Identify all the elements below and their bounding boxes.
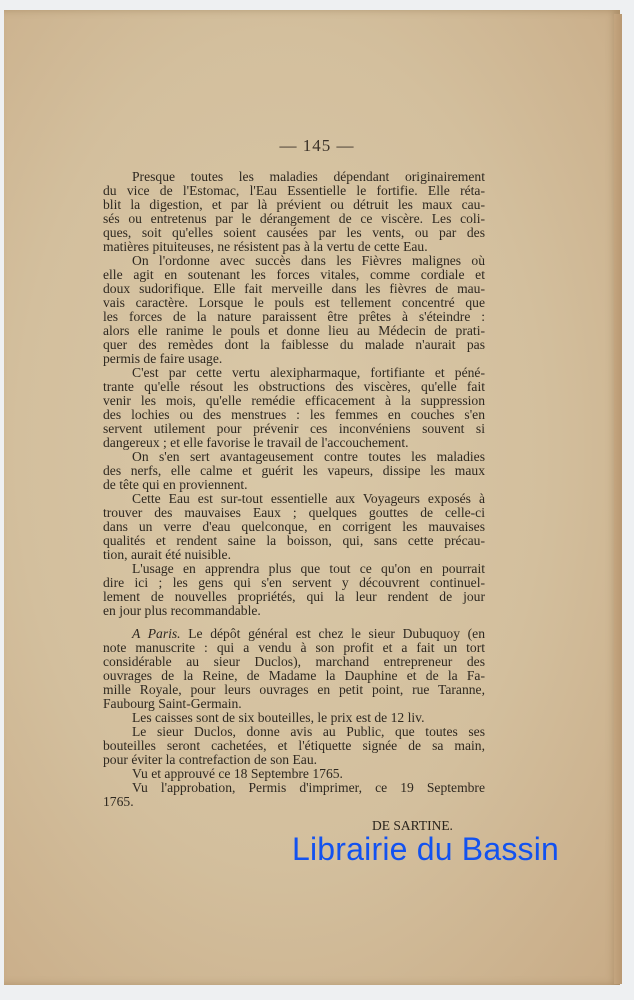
text-line: note manuscrite : qui a vendu à son profit et a fait un tort — [103, 640, 485, 655]
text-line: venir les mois, qu'elle remédie efficacement à la suppression — [103, 393, 485, 408]
notice-text — [103, 627, 485, 809]
text-line: servent utilement pour prévenir ces inconvéniens souvent si — [103, 421, 485, 436]
text-line — [103, 627, 485, 641]
text-line: Presque toutes les maladies dépendant originairement — [132, 169, 485, 184]
text-line: Les caisses sont de six bouteilles, le prix est de 12 liv. — [132, 710, 425, 725]
text-line: dans un verre d'eau quelconque, en corrigent les mauvaises — [103, 519, 485, 534]
page-edge — [614, 14, 622, 984]
text-line: doux sudorifique. Elle fait merveille dans les fièvres de mau- — [103, 281, 485, 296]
text-line: On l'ordonne avec succès dans les Fièvres malignes où — [132, 253, 485, 268]
text-line: ouvrages de la Reine, de Madame la Dauphine et de la Fa- — [103, 668, 485, 683]
text-line: tion, aurait été nuisible. — [103, 547, 231, 562]
text-line: du vice de l'Estomac, l'Eau Essentielle le fortifie. Elle réta- — [103, 183, 485, 198]
text-line: trante qu'elle résout les obstructions des viscères, qu'elle fait — [103, 379, 485, 394]
text-line: Vu et approuvé ce 18 Septembre 1765. — [132, 766, 343, 781]
text-line: pour éviter la contrefaction de son Eau. — [103, 752, 318, 767]
text-line: On s'en sert avantageusement contre toutes les maladies — [132, 449, 485, 464]
text-line: des lochies ou des menstrues : les femmes en couches s'en — [103, 407, 485, 422]
text-line: Vu l'approbation, Permis d'imprimer, ce 19 Septembre — [132, 780, 485, 795]
text-line: considérable au sieur Duclos), marchand entrepreneur des — [103, 654, 485, 669]
text-line: les forces de la nature paraissent être prêtes à s'éteindre : — [103, 309, 485, 324]
text-line: des nerfs, elle calme et guérit les vapeurs, dissipe les maux — [103, 463, 485, 478]
text-line: dangereux ; et elle favorise le travail de l'accouchement. — [103, 435, 409, 450]
page-number: — 145 — — [279, 136, 355, 155]
text-line: vais caractère. Lorsque le pouls est tellement concentré que — [103, 295, 485, 310]
text-line: alors elle ranime le pouls et donne lieu au Médecin de prati- — [103, 323, 485, 338]
text-line: en jour plus recommandable. — [103, 603, 261, 618]
text-line: blit la digestion, et par là prévient ou détruit les maux cau- — [103, 197, 485, 212]
main-text — [103, 170, 485, 618]
text-line: lement de nouvelles propriétés, qui la leur rendent de jour — [103, 589, 485, 604]
text-line: elle agit en soutenant les forces vitales, comme cordiale et — [103, 267, 485, 282]
text-line: quer des remèdes dont la faiblesse du malade n'aurait pas — [103, 337, 485, 352]
place-name: A Paris. — [132, 626, 181, 641]
text-line: C'est par cette vertu alexipharmaque, fortifiante et péné- — [132, 365, 485, 380]
text-line: ques, soit qu'elles soient causées par les vents, ou par des — [103, 225, 485, 240]
text-line: permis de faire usage. — [103, 351, 223, 366]
text-line: Faubourg Saint-Germain. — [103, 696, 242, 711]
line-text: Le dépôt général est chez le sieur Dubuquoy (en — [180, 626, 486, 641]
text-line: Le sieur Duclos, donne avis au Public, que toutes ses — [132, 724, 485, 739]
signature: DE SARTINE. — [372, 818, 453, 833]
text-line: trouver des mauvaises Eaux ; quelques gouttes de celle-ci — [103, 505, 485, 520]
text-line: bouteilles seront cachetées, et l'étiquette signée de sa main, — [103, 738, 485, 753]
text-line: Cette Eau est sur-tout essentielle aux Voyageurs exposés à — [132, 491, 485, 506]
text-line: 1765. — [103, 794, 134, 809]
text-line: de tête qui en proviennent. — [103, 477, 248, 492]
text-line: sés ou entretenus par le dérangement de ce viscère. Les coli- — [103, 211, 485, 226]
text-line: qualités et rendent saine la boisson, qui, sans cette précau- — [103, 533, 485, 548]
text-line: L'usage en apprendra plus que tout ce qu'on en pourrait — [132, 561, 485, 576]
text-line: mille Royale, pour leurs ouvrages en petit point, rue Taranne, — [103, 682, 485, 697]
text-line: dire ici ; les gens qui s'en servent y découvrent continuel- — [103, 575, 485, 590]
text-line: matières pituiteuses, ne résistent pas à la vertu de cette Eau. — [103, 239, 428, 254]
watermark: Librairie du Bassin — [292, 831, 560, 867]
